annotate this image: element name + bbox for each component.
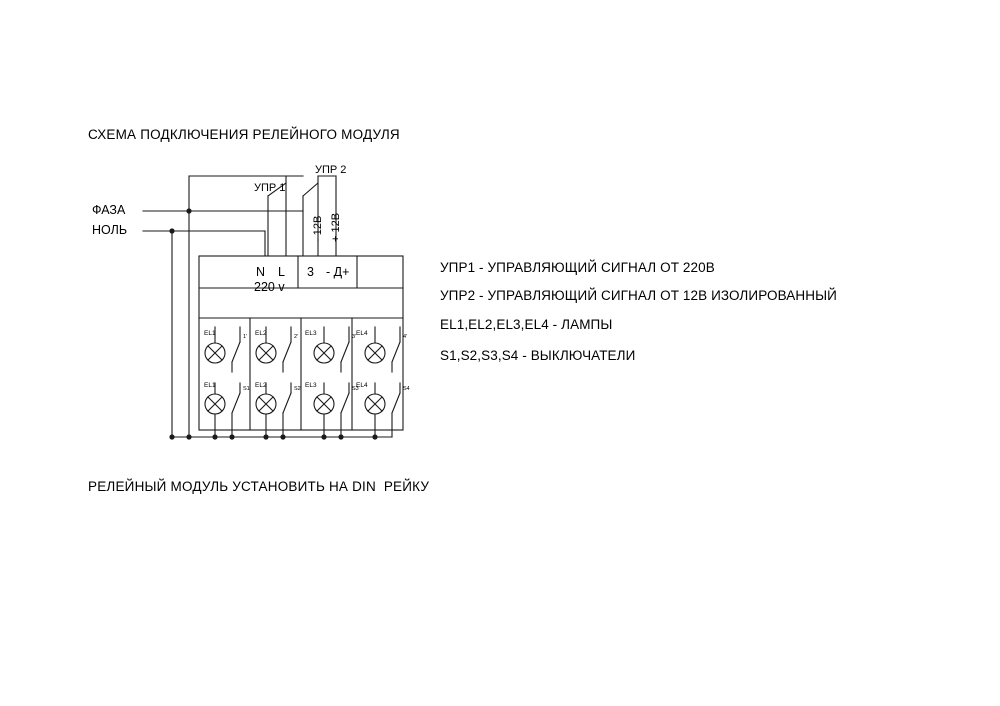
upr2-contact-blade	[303, 183, 318, 196]
page-title: СХЕМА ПОДКЛЮЧЕНИЯ РЕЛЕЙНОГО МОДУЛЯ	[88, 127, 400, 142]
switch-label-4: EL4	[356, 382, 368, 389]
lamp-terminal-1: 1'	[243, 334, 248, 340]
lamp-terminal-4: 4'	[403, 334, 408, 340]
lamp-label-2: EL2	[255, 330, 267, 337]
terminal-n: N	[256, 265, 266, 279]
terminal-dplus: - Д+	[326, 265, 350, 279]
lamp-symbols-row	[205, 343, 385, 363]
legend-line-1: УПР1 - УПРАВЛЯЮЩИЙ СИГНАЛ ОТ 220В	[440, 260, 715, 275]
legend-line-4: S1,S2,S3,S4 - ВЫКЛЮЧАТЕЛИ	[440, 348, 636, 363]
label-upr1: УПР 1	[254, 182, 286, 194]
junction-dots	[169, 208, 377, 439]
legend-line-2: УПР2 - УПРАВЛЯЮЩИЙ СИГНАЛ ОТ 12В ИЗОЛИРОВАННЫЙ	[440, 288, 837, 303]
terminal-l: L	[278, 265, 285, 279]
switch-terminal-3: S3	[352, 386, 359, 392]
terminal-3: 3	[307, 265, 314, 279]
footer-note: РЕЛЕЙНЫЙ МОДУЛЬ УСТАНОВИТЬ НА DIN РЕЙКУ	[88, 479, 430, 494]
module-voltage: 220 v	[254, 280, 285, 294]
switch-terminal-1: S1	[243, 386, 250, 392]
label-plus-12v: + 12В	[330, 212, 342, 242]
lamp-terminal-2: 2'	[294, 334, 299, 340]
legend-line-3: EL1,EL2,EL3,EL4 - ЛАМПЫ	[440, 317, 613, 332]
switch-terminal-2: S2	[294, 386, 301, 392]
switch-symbols-row	[205, 394, 385, 414]
lamp-label-1: EL1	[204, 330, 216, 337]
label-neutral: НОЛЬ	[92, 223, 128, 237]
switch-label-3: EL3	[305, 382, 317, 389]
switch-label-1: EL1	[204, 382, 216, 389]
switch-label-2: EL2	[255, 382, 267, 389]
label-minus-12v: - 12В	[312, 215, 324, 242]
lamp-label-3: EL3	[305, 330, 317, 337]
lamp-label-4: EL4	[356, 330, 368, 337]
label-upr2: УПР 2	[315, 164, 347, 176]
switch-terminal-4: S4	[403, 386, 410, 392]
lamp-terminal-3: 3'	[352, 334, 357, 340]
label-phase: ФАЗА	[92, 203, 126, 217]
